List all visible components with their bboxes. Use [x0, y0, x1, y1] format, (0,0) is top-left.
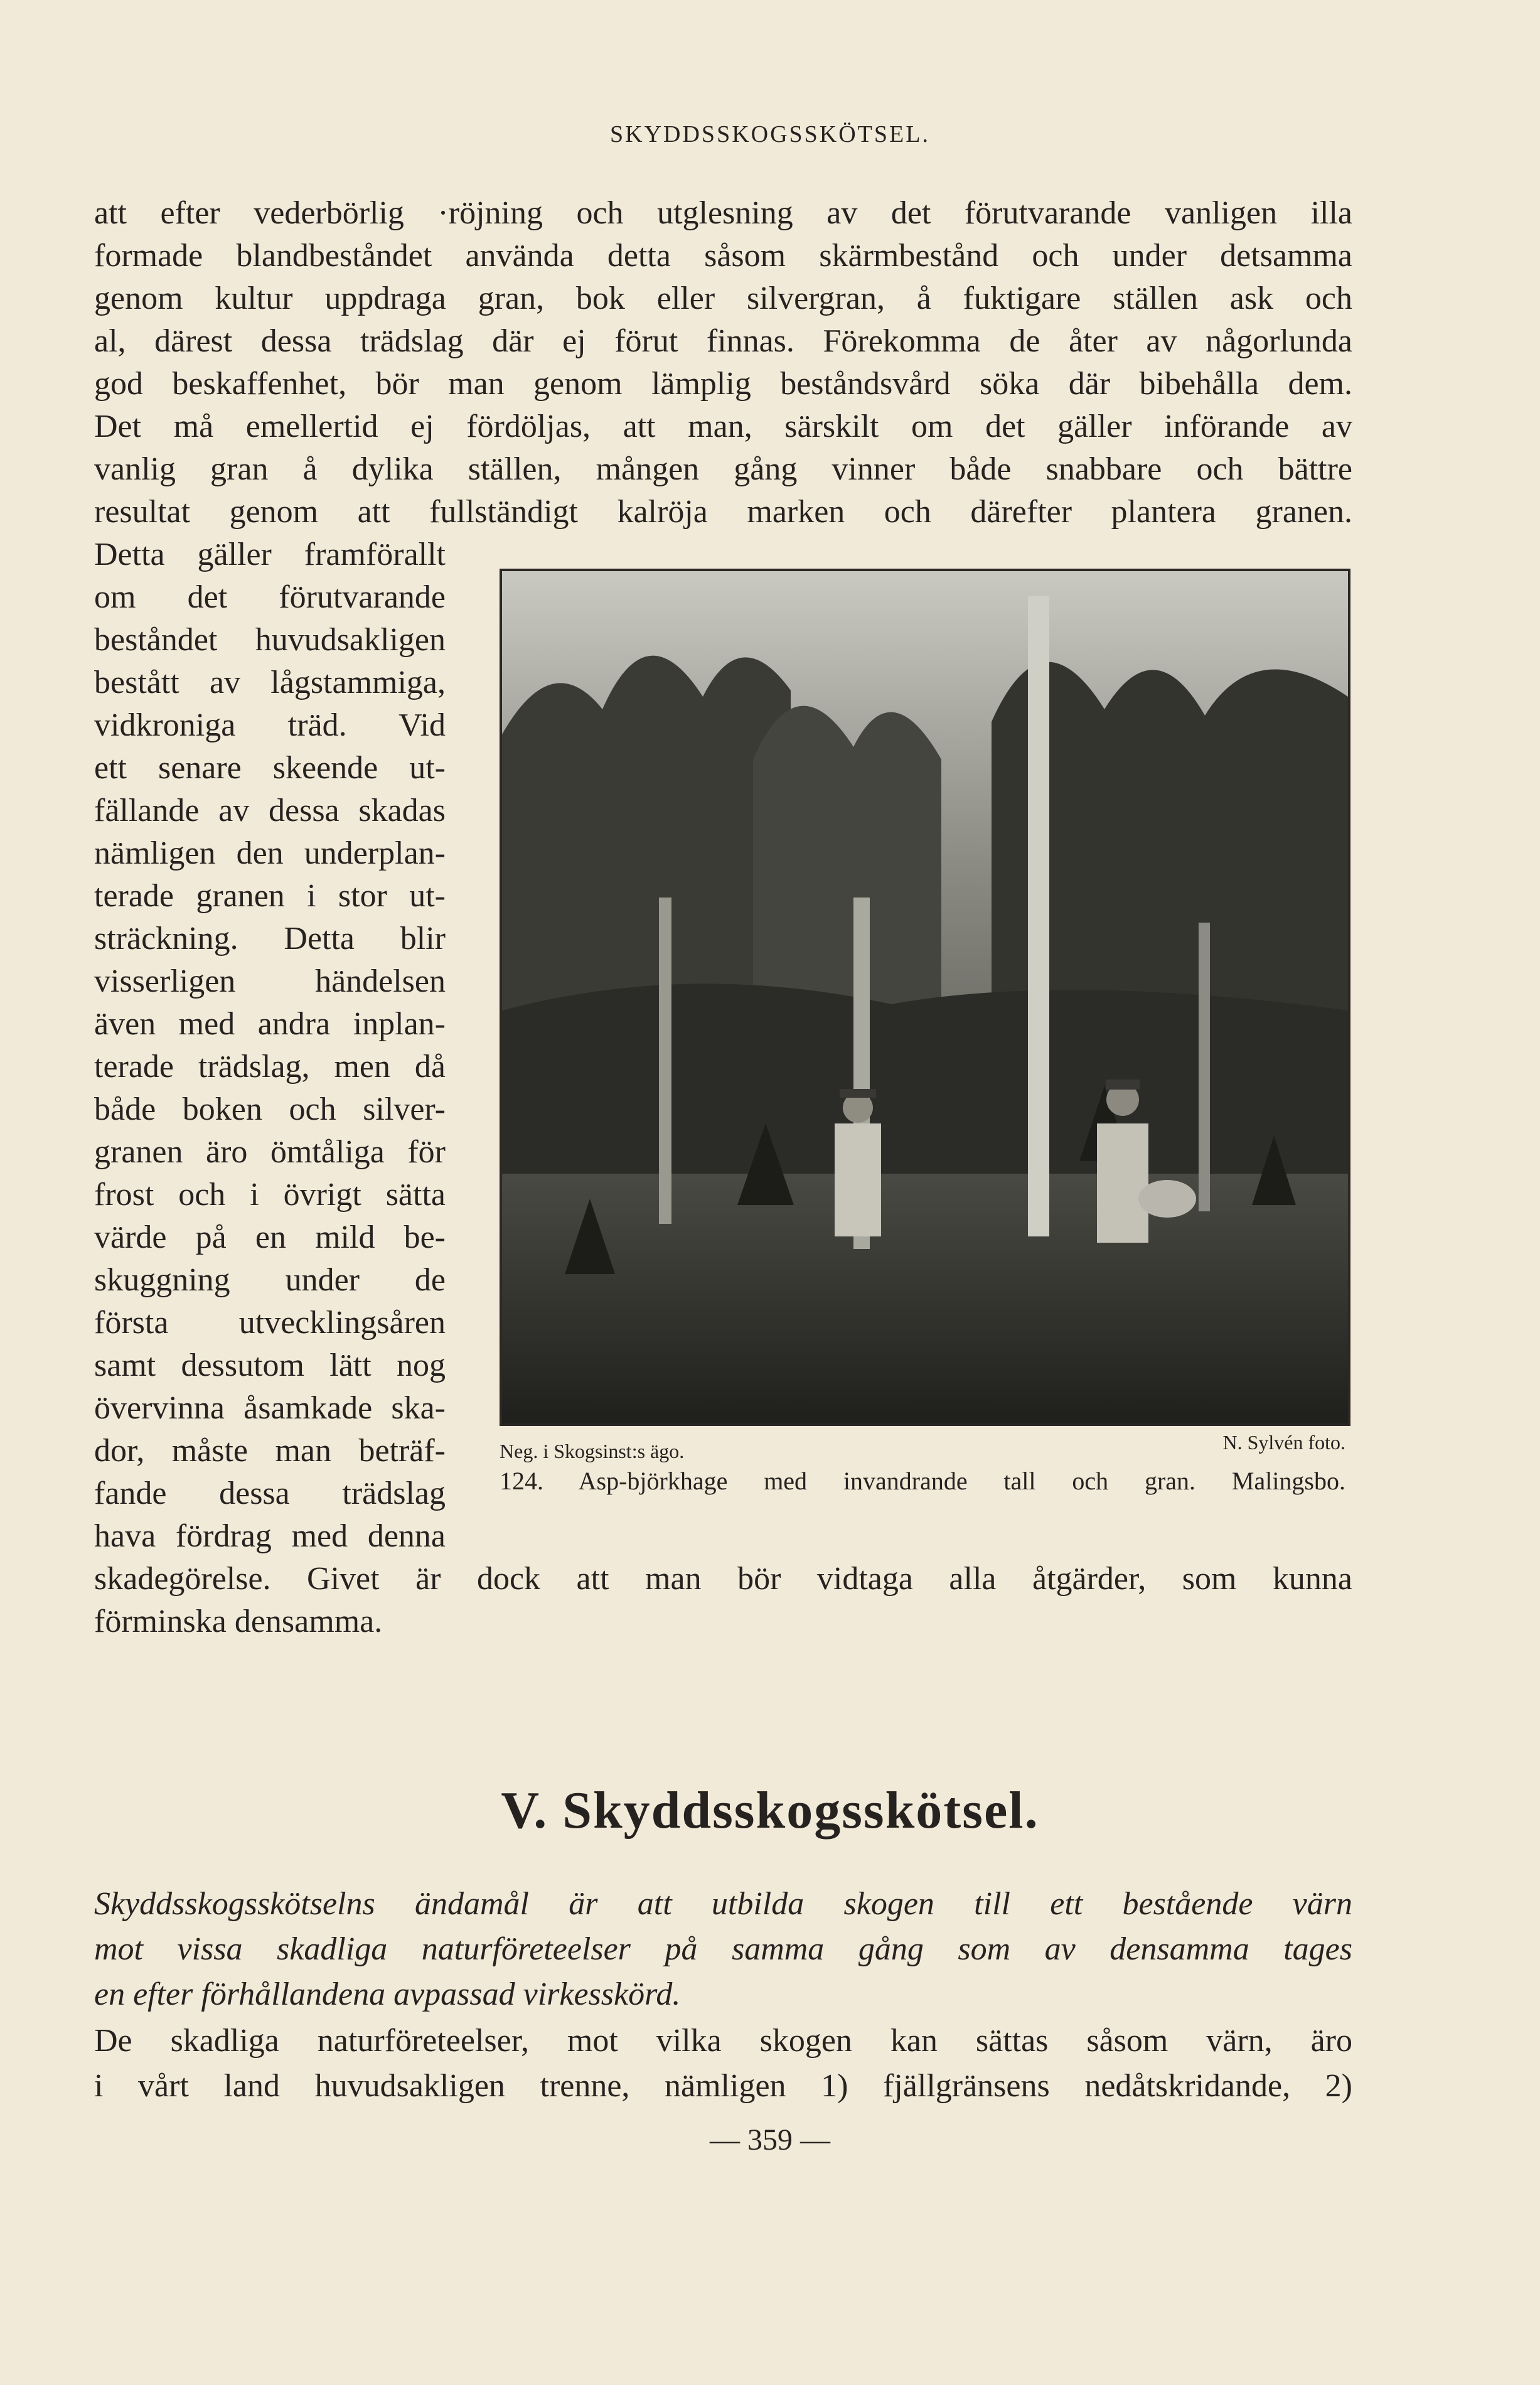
body-line: resultat genom att fullständigt kalröja marken och därefter plantera granen.	[94, 494, 1352, 530]
column-line: dor, måste man beträf-	[94, 1433, 446, 1469]
column-line: visserligen händelsen	[94, 963, 446, 999]
column-line: nämligen den underplan-	[94, 835, 446, 871]
italic-line: mot vissa skadliga naturföreteelser på samma gång som av densamma tages	[94, 1931, 1352, 1967]
column-line: Detta gäller framförallt	[94, 537, 446, 572]
column-line: vidkroniga träd. Vid	[94, 707, 446, 743]
body-line: De skadliga naturföreteelser, mot vilka skogen kan sättas såsom värn, äro	[94, 2023, 1352, 2059]
photo-credit-negative: Neg. i Skogsinst:s ägo.	[500, 1440, 685, 1462]
column-line: skuggning under de	[94, 1262, 446, 1298]
italic-line: Skyddsskogsskötselns ändamål är att utbilda skogen till ett bestående värn	[94, 1886, 1352, 1922]
column-line: fällande av dessa skadas	[94, 793, 446, 828]
column-line: första utvecklingsåren	[94, 1305, 446, 1341]
body-line: förminska densamma.	[94, 1604, 383, 1639]
body-line: att efter vederbörlig ·röjning och utglesning av det förutvarande vanligen illa	[94, 195, 1352, 231]
body-line: god beskaffenhet, bör man genom lämplig beståndsvård söka där bibehålla dem.	[94, 366, 1352, 402]
column-line: terade granen i stor ut-	[94, 878, 446, 914]
column-line: bestått av lågstammiga,	[94, 665, 446, 700]
column-line: terade trädslag, men då	[94, 1049, 446, 1085]
body-line: al, därest dessa trädslag där ej förut finnas. Förekomma de åter av någorlunda	[94, 323, 1352, 359]
column-line: både boken och silver-	[94, 1091, 446, 1127]
column-line: frost och i övrigt sätta	[94, 1177, 446, 1213]
body-line: skadegörelse. Givet är dock att man bör vidtaga alla åtgärder, som kunna	[94, 1561, 1352, 1597]
column-line: ett senare skeende ut-	[94, 750, 446, 786]
column-line: beståndet huvudsakligen	[94, 622, 446, 658]
column-line: samt dessutom lätt nog	[94, 1348, 446, 1383]
italic-line: en efter förhållandena avpassad virkesskörd.	[94, 1976, 681, 2012]
column-line: hava fördrag med denna	[94, 1518, 446, 1554]
forest-photo-illustration	[502, 571, 1348, 1423]
body-line: genom kultur uppdraga gran, bok eller silvergran, å fuktigare ställen ask och	[94, 281, 1352, 316]
chapter-title: V. Skyddsskogsskötsel.	[501, 1781, 1039, 1840]
body-line: formade blandbeståndet använda detta såsom skärmbestånd och under detsamma	[94, 238, 1352, 274]
column-line: om det förutvarande	[94, 579, 446, 615]
column-line: även med andra inplan-	[94, 1006, 446, 1042]
column-line: granen äro ömtåliga för	[94, 1134, 446, 1170]
figure-caption: 124. Asp-björkhage med invandrande tall och gran. Malingsbo.	[500, 1467, 1345, 1495]
forest-photograph	[500, 569, 1350, 1426]
column-line: övervinna åsamkade ska-	[94, 1390, 446, 1426]
body-line: i vårt land huvudsakligen trenne, nämligen 1) fjällgränsens nedåtskridande, 2)	[94, 2068, 1352, 2104]
column-line: sträckning. Detta blir	[94, 921, 446, 957]
page-number: — 359 —	[710, 2123, 830, 2157]
photo-credit-photographer: N. Sylvén foto.	[1222, 1431, 1345, 1454]
body-line: Det må emellertid ej fördöljas, att man, särskilt om det gäller införande av	[94, 409, 1352, 444]
column-line: värde på en mild be-	[94, 1219, 446, 1255]
body-line: vanlig gran å dylika ställen, mången gång vinner både snabbare och bättre	[94, 451, 1352, 487]
column-line: fande dessa trädslag	[94, 1476, 446, 1511]
running-head: SKYDDSSKOGSSKÖTSEL.	[610, 121, 930, 147]
